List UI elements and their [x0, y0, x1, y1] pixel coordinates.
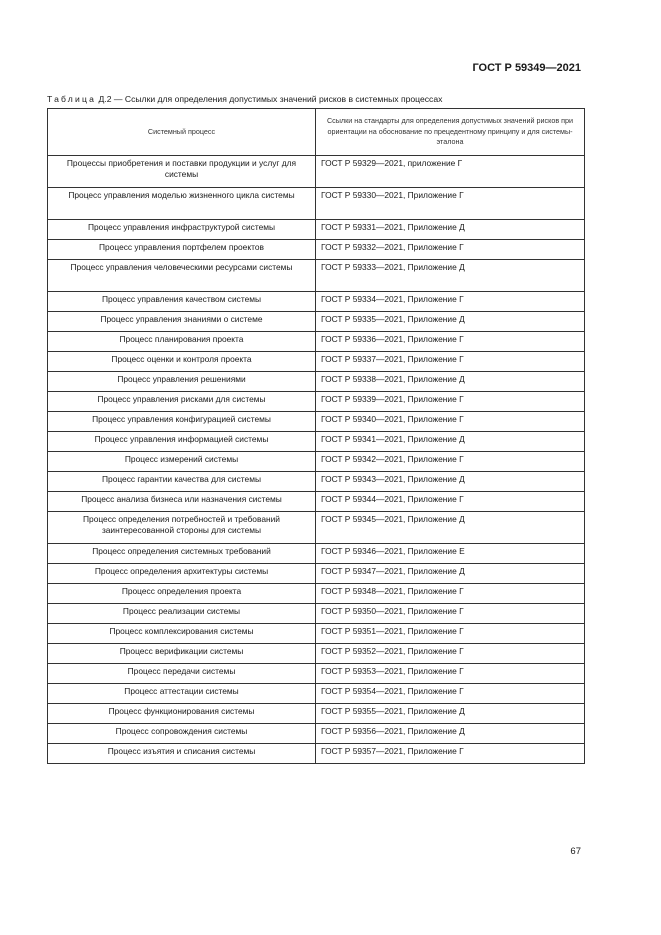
table-row [48, 188, 585, 220]
header-standard-references: Ссылки на стандарты для определения допустимых значений рисков при ориентации на обоснование по прецедентному принципу и для системы-эталона [316, 109, 585, 156]
process-name-cell: Процесс управления инфраструктурой системы [48, 220, 316, 240]
standard-reference-cell: ГОСТ Р 59356—2021, Приложение Д [316, 724, 585, 744]
table-row [48, 604, 585, 624]
table-row [48, 260, 585, 292]
table-row [48, 412, 585, 432]
process-name-cell: Процесс верификации системы [48, 644, 316, 664]
standard-reference-cell: ГОСТ Р 59331—2021, Приложение Д [316, 220, 585, 240]
process-name-cell: Процесс управления качеством системы [48, 292, 316, 312]
standard-reference-cell: ГОСТ Р 59334—2021, Приложение Г [316, 292, 585, 312]
process-name-cell: Процесс управления моделью жизненного цикла системы [48, 188, 316, 220]
process-name-cell: Процесс гарантии качества для системы [48, 472, 316, 492]
table-row [48, 392, 585, 412]
table-row [48, 372, 585, 392]
table-row [48, 684, 585, 704]
standard-reference-cell: ГОСТ Р 59346—2021, Приложение Е [316, 544, 585, 564]
standard-reference-cell: ГОСТ Р 59347—2021, Приложение Д [316, 564, 585, 584]
standard-reference-cell: ГОСТ Р 59352—2021, Приложение Г [316, 644, 585, 664]
process-name-cell: Процесс управления информацией системы [48, 432, 316, 452]
standard-reference-cell: ГОСТ Р 59354—2021, Приложение Г [316, 684, 585, 704]
standard-reference-cell: ГОСТ Р 59350—2021, Приложение Г [316, 604, 585, 624]
standard-reference-cell: ГОСТ Р 59336—2021, Приложение Г [316, 332, 585, 352]
standard-reference-cell: ГОСТ Р 59351—2021, Приложение Г [316, 624, 585, 644]
table-row [48, 724, 585, 744]
process-name-cell: Процесс управления рисками для системы [48, 392, 316, 412]
table-row [48, 644, 585, 664]
standard-reference-cell: ГОСТ Р 59335—2021, Приложение Д [316, 312, 585, 332]
caption-text: — Ссылки для определения допустимых значений рисков в системных процессах [111, 94, 443, 104]
header-system-process: Системный процесс [48, 109, 316, 156]
process-name-cell: Процесс анализа бизнеса или назначения системы [48, 492, 316, 512]
standard-reference-cell: ГОСТ Р 59357—2021, Приложение Г [316, 744, 585, 764]
table-caption [47, 94, 442, 104]
process-name-cell: Процесс изъятия и списания системы [48, 744, 316, 764]
caption-label: Таблица [47, 94, 97, 104]
process-name-cell: Процесс реализации системы [48, 604, 316, 624]
table-row [48, 240, 585, 260]
process-name-cell: Процесс определения проекта [48, 584, 316, 604]
standard-reference-cell: ГОСТ Р 59345—2021, Приложение Д [316, 512, 585, 544]
standard-reference-cell: ГОСТ Р 59333—2021, Приложение Д [316, 260, 585, 292]
process-name-cell: Процесс сопровождения системы [48, 724, 316, 744]
table-row [48, 492, 585, 512]
document-code: ГОСТ Р 59349—2021 [472, 62, 581, 74]
standard-reference-cell: ГОСТ Р 59343—2021, Приложение Д [316, 472, 585, 492]
table-row [48, 512, 585, 544]
page-number: 67 [570, 846, 581, 857]
process-name-cell: Процесс управления человеческими ресурсами системы [48, 260, 316, 292]
table-row [48, 704, 585, 724]
table-row [48, 352, 585, 372]
process-name-cell: Процесс определения потребностей и требований заинтересованной стороны для системы [48, 512, 316, 544]
table-row [48, 564, 585, 584]
table-body [48, 156, 585, 764]
table-row [48, 312, 585, 332]
standard-reference-cell: ГОСТ Р 59341—2021, Приложение Д [316, 432, 585, 452]
standard-reference-cell: ГОСТ Р 59329—2021, приложение Г [316, 156, 585, 188]
process-name-cell: Процессы приобретения и поставки продукции и услуг для системы [48, 156, 316, 188]
table-row [48, 220, 585, 240]
standard-reference-cell: ГОСТ Р 59332—2021, Приложение Г [316, 240, 585, 260]
table-row [48, 332, 585, 352]
standard-reference-cell: ГОСТ Р 59348—2021, Приложение Г [316, 584, 585, 604]
risk-reference-table [47, 108, 585, 764]
table-row [48, 432, 585, 452]
standard-reference-cell: ГОСТ Р 59337—2021, Приложение Г [316, 352, 585, 372]
caption-number: Д.2 [98, 94, 112, 104]
process-name-cell: Процесс планирования проекта [48, 332, 316, 352]
table-header-row [48, 109, 585, 156]
standard-reference-cell: ГОСТ Р 59342—2021, Приложение Г [316, 452, 585, 472]
process-name-cell: Процесс измерений системы [48, 452, 316, 472]
standard-reference-cell: ГОСТ Р 59330—2021, Приложение Г [316, 188, 585, 220]
table-row [48, 472, 585, 492]
table-row [48, 452, 585, 472]
standard-reference-cell: ГОСТ Р 59340—2021, Приложение Г [316, 412, 585, 432]
process-name-cell: Процесс управления знаниями о системе [48, 312, 316, 332]
process-name-cell: Процесс управления конфигурацией системы [48, 412, 316, 432]
process-name-cell: Процесс управления портфелем проектов [48, 240, 316, 260]
standard-reference-cell: ГОСТ Р 59344—2021, Приложение Г [316, 492, 585, 512]
standard-reference-cell: ГОСТ Р 59338—2021, Приложение Д [316, 372, 585, 392]
table-row [48, 624, 585, 644]
process-name-cell: Процесс определения системных требований [48, 544, 316, 564]
standard-reference-cell: ГОСТ Р 59339—2021, Приложение Г [316, 392, 585, 412]
process-name-cell: Процесс функционирования системы [48, 704, 316, 724]
table-row [48, 744, 585, 764]
process-name-cell: Процесс аттестации системы [48, 684, 316, 704]
table-row [48, 664, 585, 684]
standard-reference-cell: ГОСТ Р 59353—2021, Приложение Г [316, 664, 585, 684]
process-name-cell: Процесс передачи системы [48, 664, 316, 684]
table-row [48, 292, 585, 312]
table-row [48, 584, 585, 604]
table-row [48, 156, 585, 188]
process-name-cell: Процесс управления решениями [48, 372, 316, 392]
standard-reference-cell: ГОСТ Р 59355—2021, Приложение Д [316, 704, 585, 724]
table-row [48, 544, 585, 564]
process-name-cell: Процесс оценки и контроля проекта [48, 352, 316, 372]
process-name-cell: Процесс комплексирования системы [48, 624, 316, 644]
process-name-cell: Процесс определения архитектуры системы [48, 564, 316, 584]
